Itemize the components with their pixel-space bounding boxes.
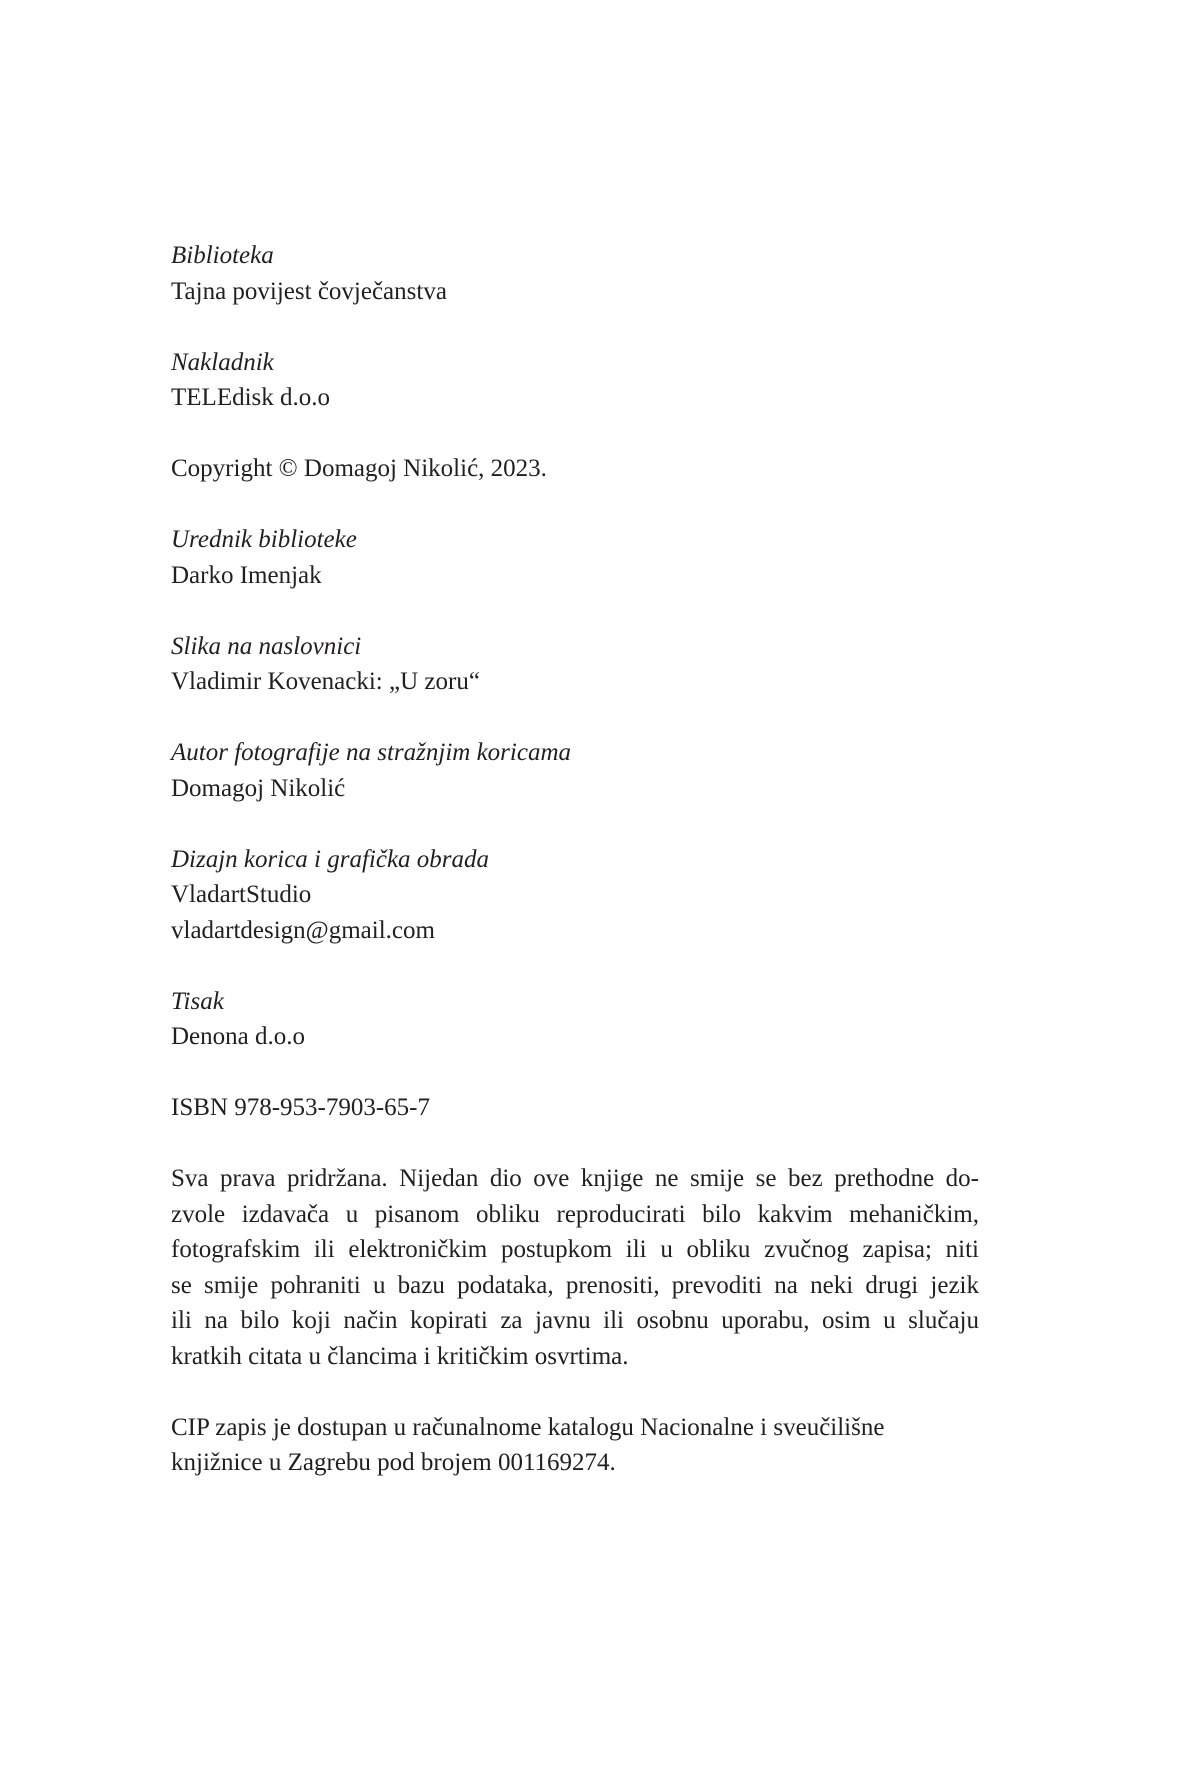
printer-entry (171, 984, 979, 1055)
series-editor-value: Darko Imenjak (171, 561, 322, 589)
publisher-value: TELEdisk d.o.o (171, 384, 331, 411)
rights-notice-line: kratkih citata u člancima i kritičkim osvrtima. (171, 1342, 629, 1370)
design-email-value: vladartdesign@gmail.com (171, 916, 435, 944)
cip-notice-line: CIP zapis je dostupan u računalnome katalogu Nacionalne i sveučilišne (171, 1413, 885, 1441)
isbn-entry (171, 1090, 979, 1126)
series-editor-label: Urednik biblioteke (171, 526, 357, 553)
rights-notice-line: ili na bilo koji način kopirati za javnu ili osobnu uporabu, osim u slučaju (171, 1307, 979, 1334)
rights-notice-line: fotografskim ili elektroničkim postupkom ili u obliku zvučnog zapisa; niti (171, 1236, 979, 1263)
design-studio-value: VladartStudio (171, 881, 312, 908)
publisher-label: Nakladnik (171, 348, 274, 376)
cip-notice-line: knjižnice u Zagrebu pod brojem 001169274. (171, 1449, 616, 1476)
cover-image-entry (171, 629, 979, 700)
copyright-entry (171, 451, 979, 487)
printer-label: Tisak (171, 987, 224, 1015)
back-cover-photo-label: Autor fotografije na stražnjim koricama (171, 739, 571, 766)
rights-notice-line: zvole izdavača u pisanom obliku reproducirati bilo kakvim mehaničkim, (171, 1200, 979, 1228)
rights-notice-line: Sva prava pridržana. Nijedan dio ove knjige ne smije se bez prethodne do- (171, 1165, 979, 1192)
series-value: Tajna povijest čovječanstva (171, 277, 447, 305)
printer-value: Denona d.o.o (171, 1023, 305, 1050)
publisher-entry (171, 345, 979, 416)
copyright-page (171, 238, 979, 1516)
series-entry (171, 238, 979, 309)
copyright-statement: Copyright © Domagoj Nikolić, 2023. (171, 455, 547, 482)
rights-notice-line: se smije pohraniti u bazu podataka, prenositi, prevoditi na neki drugi jezik (171, 1271, 979, 1299)
cip-notice (171, 1410, 979, 1481)
series-label: Biblioteka (171, 242, 274, 269)
rights-notice (171, 1161, 979, 1374)
cover-image-value: Vladimir Kovenacki: „U zoru“ (171, 668, 480, 695)
back-cover-photo-entry (171, 735, 979, 806)
cover-image-label: Slika na naslovnici (171, 632, 362, 660)
design-entry (171, 842, 979, 949)
series-editor-entry (171, 522, 979, 593)
design-label: Dizajn korica i grafička obrada (171, 845, 490, 873)
isbn-value: ISBN 978-953-7903-65-7 (171, 1094, 431, 1121)
back-cover-photo-value: Domagoj Nikolić (171, 774, 346, 802)
